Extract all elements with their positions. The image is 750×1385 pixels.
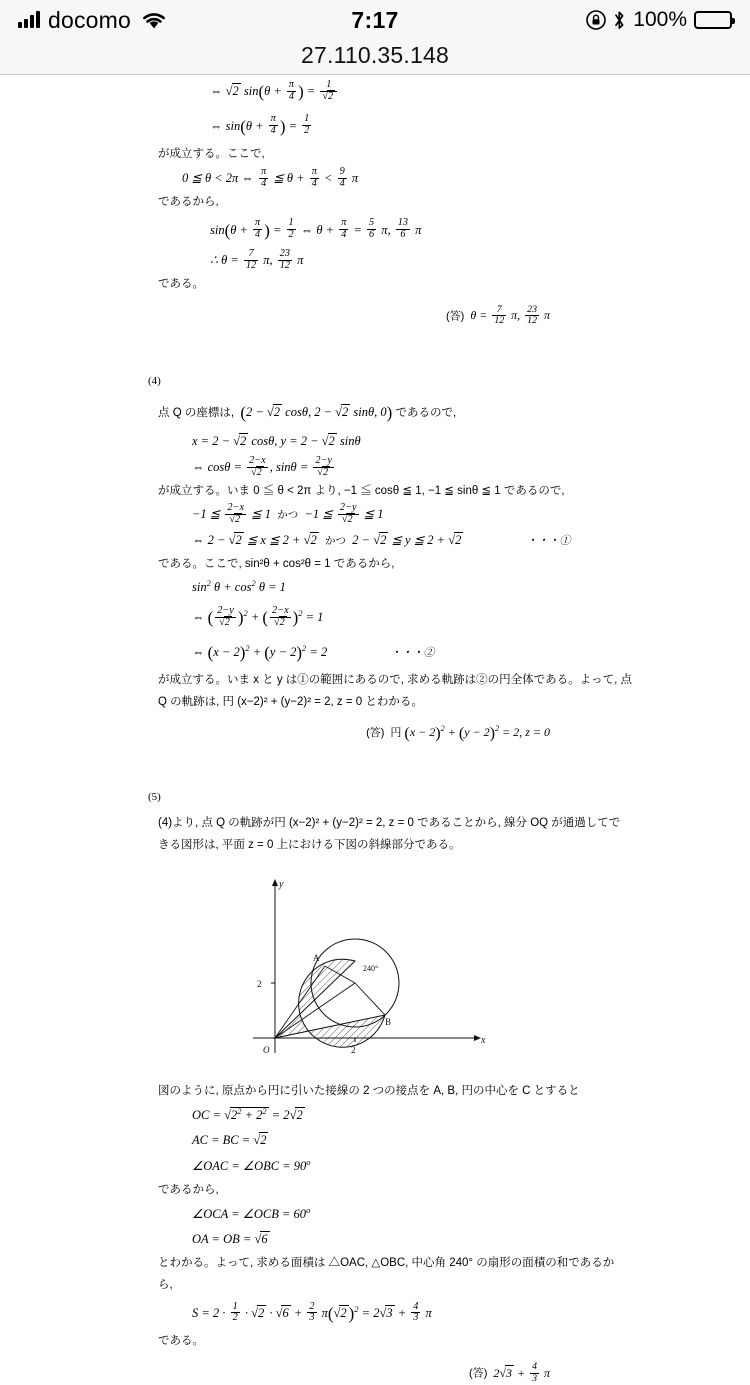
section-number: (4) [148,375,161,388]
prose-line: である。 [158,1335,204,1348]
math-line: ⇔ cosθ = $\frac{2-x}{√2}$ , sinθ = $\frac{2-y}{√2}$ [192,454,332,478]
math-line: OA = OB = √6 [192,1232,268,1247]
math-line: ⇔ $(x - 2)^2 + (y - 2)^2 = 2$ ・・・② [192,636,740,671]
answer-label: (答) [366,727,385,740]
section-5 [0,791,750,1385]
prose-text: 点 Q の座標は, [158,407,235,420]
section-number: (5) [148,791,161,804]
prose-line: とわかる。よって, 求める面積は △OAC, △OBC, 中心角 240° の扇形の面積の和であるか [158,1257,615,1270]
section-3-tail [0,75,750,327]
status-bar-left [18,7,351,34]
answer-line: (答) 2√3 + $\frac{4}{3}$ π [469,1361,550,1384]
point-b-label: B [385,1016,392,1027]
url-text[interactable]: 27.110.35.148 [301,41,449,68]
wifi-icon [141,11,167,30]
rotation-lock-icon [586,10,606,30]
prose-line: であるから, [158,195,219,208]
tick-y-label: 2 [257,978,262,989]
prose-line: である。ここで, sin²θ + cos²θ = 1 であるから, [158,557,395,570]
math-line: AC = BC = √2 [192,1133,267,1148]
axis-y-label: y [279,878,284,890]
section-4 [0,375,750,743]
prose-line: が成立する。ここで, [158,148,265,161]
carrier-label: docomo [48,6,132,33]
origin-label: O [263,1044,270,1055]
url-bar[interactable] [0,36,750,75]
axis-x-label: x [481,1034,486,1046]
math-line: 0 ≦ θ < 2π ⇔ $\frac{\pi}{4}$ ≦ θ + $\frac{\pi}{4}$ < $\frac{9}{4}$ π [182,165,359,189]
math-line: sin(θ + $\frac{\pi}{4}$ ) = $\frac{1}{2}$ ⇔ θ + $\frac{\pi}{4}$ = $\frac{5}{6}$ π, $\frac{13}{6}$ π [210,217,422,241]
prose-line: きる図形は, 平面 z = 0 上における下図の斜線部分である。 [158,838,461,851]
math-line: ⇔ 2 − √2 ≦ x ≦ 2 + √2 かつ 2 − √2 ≦ y ≦ 2 + √2 ・・・① [192,528,740,554]
equation-tag: ・・・① [526,535,571,547]
figure-svg [245,873,505,1073]
math-line: ⇔ √2 sin(θ + $\frac{\pi}{4}$ ) = $\frac{1}{√2}$ [210,75,740,110]
math-line: ∴ θ = $\frac{7}{12}$ π, $\frac{23}{12}$ π [210,247,304,271]
prose-line: 点 Q の座標は, (2 − √2 cosθ, 2 − √2 sinθ, 0) であるので, [158,403,457,423]
prose-line: Q の軌跡は, 円 (x−2)² + (y−2)² = 2, z = 0 とわかる。 [158,696,423,709]
math-line: ⇔ sin(θ + $\frac{\pi}{4}$ ) = $\frac{1}{2}$ [210,113,310,137]
prose-line: 図のように, 原点から円に引いた接線の 2 つの接点を A, B, 円の中心を C とすると [158,1084,580,1097]
math-line: OC = $√2^2 + 2^2 = 2√2$ [192,1105,303,1122]
document-page [0,75,750,1384]
signal-bars-icon [18,12,40,28]
prose-line: (4)より, 点 Q の軌跡が円 (x−2)² + (y−2)² = 2, z = 0 であることから, 線分 OQ が通過してで [158,817,621,830]
point-a-label: A [313,952,320,963]
math-line: $\sin^2 \theta + \cos^2 \theta = 1$ [192,578,286,595]
status-bar [0,0,750,36]
equation-tag: ・・・② [390,646,435,659]
clock: 7:17 [351,6,399,33]
math-line: S = 2 · $\frac{1}{2}$ · √2 · √6 + $\frac{2}{3}$ π(√2 )$^2$ = 2√3 + $\frac{4}{3}$ π [192,1300,432,1324]
prose-line: が成立する。いま x と y は①の範囲にあるので, 求める軌跡は②の円全体である。よって, 点 [158,674,633,687]
battery-icon [694,11,732,29]
prose-text: であるので, [395,407,457,420]
answer-label: (答) [469,1367,488,1380]
math-line: ∠OAC = ∠OBC = $90^o$ [192,1157,311,1174]
math-line: x = 2 − √2 cosθ, y = 2 − √2 sinθ [192,434,361,449]
battery-percent-label: 100% [633,8,688,31]
angle-label: 240° [363,963,379,973]
answer-label: (答) [445,310,465,323]
prose-line: であるから, [158,1183,219,1196]
tick-x-label: 2 [351,1044,356,1055]
prose-line: ら, [158,1278,173,1291]
status-bar-right [399,8,732,32]
answer-line: (答) 円 $(x - 2)^2 + (y - 2)^2 = 2$, z = 0 [366,724,550,743]
math-line: −1 ≦ $\frac{2-x}{√2}$ ≦ 1 かつ −1 ≦ $\frac{2-y}{√2}$ ≦ 1 [192,502,384,525]
prose-line: である。 [158,277,204,290]
bluetooth-icon [613,10,626,31]
geometry-figure [10,873,740,1073]
answer-line: (答) θ = $\frac{7}{12}$ π, $\frac{23}{12}$ π [445,303,550,326]
math-line: ∠OCA = ∠OCB = $60^o$ [192,1204,311,1221]
math-line: ⇔ ( $\frac{2-y}{√2}$ )$^2$ + ( $\frac{2-x}{√2}$ )$^2$ = 1 [192,605,324,628]
prose-line: が成立する。いま 0 ≦ θ < 2π より, −1 ≦ cosθ ≦ 1, −1 ≦ sinθ ≦ 1 であるので, [158,484,565,497]
